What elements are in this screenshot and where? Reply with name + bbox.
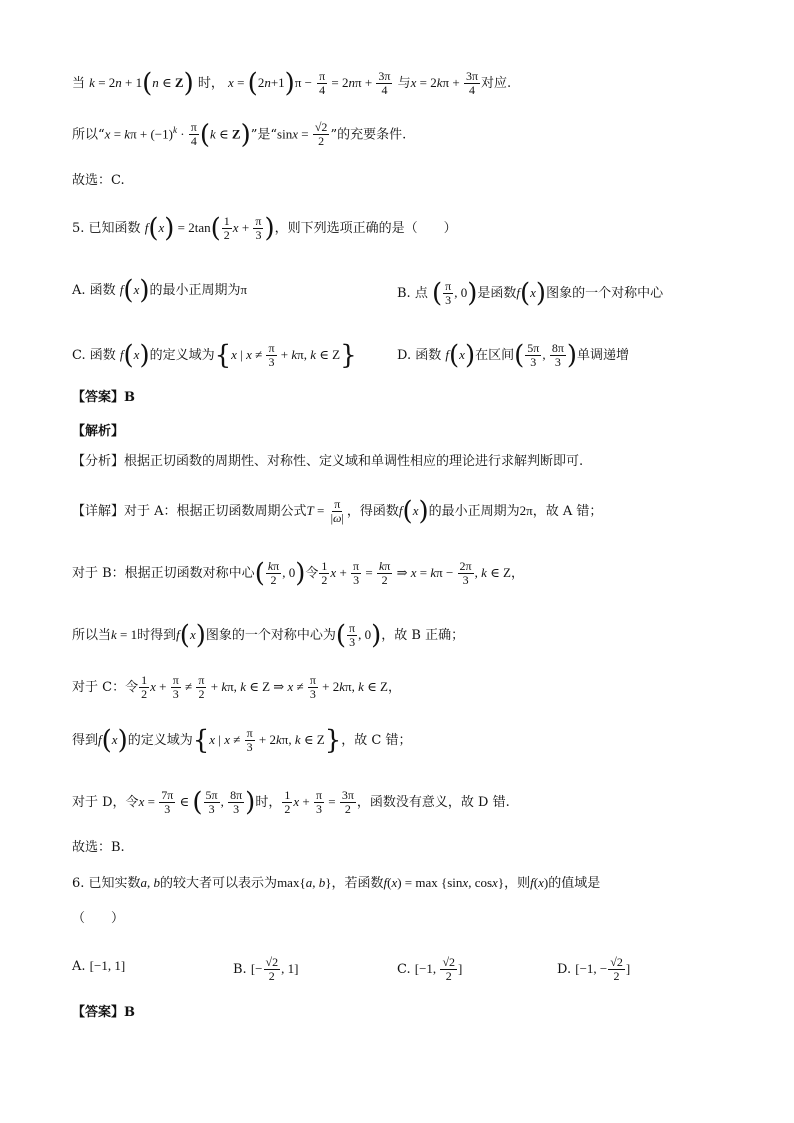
text: 时得到 [137,628,177,643]
text: C. [397,962,411,977]
detail-B-1: 对于 B：根据正切函数对称中心( $\frac{k\pi}{2}$ , 0)令 $\frac{1}{2}$ x + $\frac{\pi}{3}$ = $\frac{k\pi}{2}$ ⇒ x = kπ − $\frac{2\pi}{3}$ , k ∈ Z， [72,558,524,589]
text: 在区间 [475,348,515,363]
text: 时， [197,76,224,91]
text: C. 函数 [72,348,116,363]
detail-C-2: 得到f(x)的定义域为{x | x ≠ $\frac{\pi}{3}$ + 2kπ, k ∈ Z}，故 C 错； [72,725,412,756]
text: ，故 A 错； [532,504,603,519]
text: ，函数没有意义，故 D 错. [356,795,510,810]
text: ，若函数 [331,876,384,891]
text: ，则下列选项正确的是（ ） [274,221,457,236]
text: 得到 [72,733,99,748]
text: 是函数 [477,286,517,301]
detail-D: 对于 D，令x = $\frac{7\pi}{3}$ ∈ ( $\frac{5\pi}{3}$ , $\frac{8\pi}{3}$ )时， $\frac{1}{2}$ x + $\frac{\pi}{3}$ = $\frac{3\pi}{2}$ ，函数没有意义，故 D 错. [72,787,510,818]
text: 对应. [481,76,512,91]
text: 【详解】对于 A：根据正切函数周期公式 [72,504,307,519]
question-6-paren: （ ） [72,911,125,926]
text: 6. 已知实数 [72,876,141,891]
q6-option-D: D. [−1, − $\frac{√2}{2}$ ] [557,955,631,983]
detail-C-1: 对于 C：令 $\frac{1}{2}$ x + $\frac{\pi}{3}$ ≠ $\frac{\pi}{2}$ + kπ, k ∈ Z ⇒ x ≠ $\frac{\pi}{3}$ + 2kπ, k ∈ Z， [72,673,401,701]
text: 图象的一个对称中心 [546,286,664,301]
text: ”是“ [250,127,278,143]
text-line-3: 故选：C. [72,173,125,188]
text: ，故 B 正确； [381,628,465,643]
text: ，得函数 [346,504,399,519]
text: A. 函数 [72,283,116,298]
text-line-1: 当 k = 2n + 1(n ∈ Z) 时， x = (2n+1)π − $\frac{\pi}{4}$ = 2nπ + $\frac{3\pi}{4}$ 与x = 2kπ + $\frac{3\pi}{4}$ 对应. [72,68,512,99]
option-B: B. 点 ( $\frac{\pi}{3}$ , 0)是函数f(x)图象的一个对称中心 [397,278,664,309]
text: D. 函数 [397,348,442,363]
option-C: C. 函数 f(x)的定义域为{x | x ≠ $\frac{\pi}{3}$ + kπ, k ∈ Z} [72,340,357,371]
text: 的最小正周期为 [149,283,241,298]
option-A: A. 函数 f(x)的最小正周期为π [72,275,248,306]
answer-5: 【答案】B [72,390,135,405]
text: 所以“ [72,127,105,143]
question-6: 6. 已知实数a, b的较大者可以表示为max{a, b}，若函数f(x) = max {sinx, cosx}，则f(x)的值域是 [72,875,601,891]
text: 时， [255,795,282,810]
text: 的较大者可以表示为 [160,876,278,891]
text: 当 [72,76,86,91]
question-5: 5. 已知函数 f(x) = 2tan( $\frac{1}{2}$ x + $\frac{\pi}{3}$ )，则下列选项正确的是（ ） [72,213,457,244]
text: 与 [397,76,411,91]
q6-option-A: A. [−1, 1] [72,958,126,974]
q6-option-B: B. [− $\frac{√2}{2}$ , 1] [233,955,299,983]
analysis: 【分析】根据正切函数的周期性、对称性、定义域和单调性相应的理论进行求解判断即可. [72,454,584,469]
text: ，则 [504,876,531,891]
text: ，故 C 错； [341,733,412,748]
text: 的定义域为 [127,733,193,748]
option-D: D. 函数 f(x)在区间( $\frac{5\pi}{3}$ , $\frac{8\pi}{3}$ )单调递增 [397,340,630,371]
text: ， [510,566,524,581]
text: 图象的一个对称中心为 [205,628,336,643]
jiexi-heading: 【解析】 [72,424,125,439]
text: 5. 已知函数 [72,221,141,236]
text: B. [233,962,247,977]
text: 的值域是 [548,876,601,891]
text: ”的充要条件. [330,127,407,143]
select-5: 故选：B. [72,840,125,855]
text: D. [557,962,572,977]
text: B. 点 [397,286,428,301]
text: 所以当 [72,628,112,643]
text: ， [387,680,401,695]
detail-B-2: 所以当k = 1时得到f(x)图象的一个对称中心为( $\frac{\pi}{3}$ , 0)，故 B 正确； [72,620,465,651]
text: 对于 C：令 [72,680,139,695]
text: 的最小正周期为 [428,504,520,519]
text: 对于 D，令 [72,795,139,810]
text: 单调递增 [577,348,630,363]
detail-A: 【详解】对于 A：根据正切函数周期公式T = $\frac{\pi}{|\omega|}$ ，得函数f(x)的最小正周期为2π，故 A 错； [72,496,603,527]
text: 令 [305,566,319,581]
text: 的定义域为 [149,348,215,363]
answer-6: 【答案】B [72,1005,135,1020]
text: 对于 B：根据正切函数对称中心 [72,566,255,581]
q6-option-C: C. [−1, $\frac{√2}{2}$ ] [397,955,463,983]
text: A. [72,959,86,974]
text-line-2: 所以“$x = k\pi + (-1)^k$ · $\frac{\pi}{4}$ (k ∈ Z)”是“sinx = $\frac{√2}{2}$ ”的充要条件. [72,119,407,150]
